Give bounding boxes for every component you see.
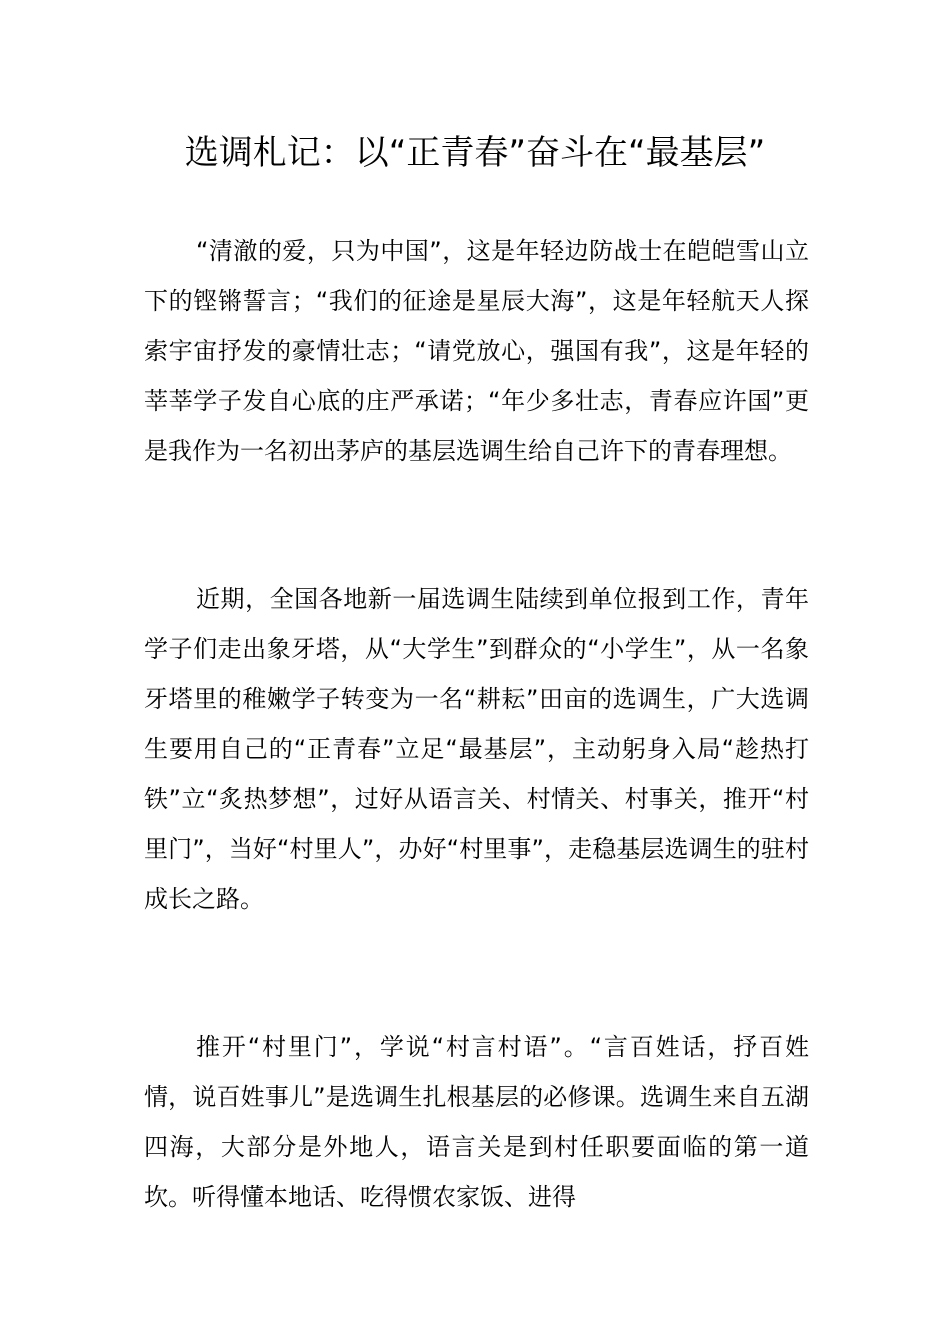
document-title: 选调札记：以“正青春”奋斗在“最基层” (184, 133, 766, 173)
paragraph-1: “清澈的爱，只为中国”，这是年轻边防战士在皑皑雪山立下的铿锵誓言；“我们的征途是星辰大海”，这是年轻航天人探索宇宙抒发的豪情壮志；“请党放心，强国有我”，这是年轻的莘莘学子发自心底的庄严承诺；“年少多壮志，青春应许国”更是我作为一名初出茅庐的基层选调生给自己许下的青春理想。 (144, 237, 809, 465)
paragraph-3: 推开“村里门”，学说“村言村语”。“言百姓话，抒百姓情，说百姓事儿”是选调生扎根基层的必修课。选调生来自五湖四海，大部分是外地人，语言关是到村任职要面临的第一道坎。听得懂本地话、吃得惯农家饭、进得 (144, 1033, 809, 1211)
paragraph-2: 近期，全国各地新一届选调生陆续到单位报到工作，青年学子们走出象牙塔，从“大学生”到群众的“小学生”，从一名象牙塔里的稚嫩学子转变为一名“耕耘”田亩的选调生，广大选调生要用自己的“正青春”立足“最基层”，主动躬身入局“趁热打铁”立“炙热梦想”，过好从语言关、村情关、村事关，推开“村里门”，当好“村里人”，办好“村里事”，走稳基层选调生的驻村成长之路。 (144, 585, 809, 913)
